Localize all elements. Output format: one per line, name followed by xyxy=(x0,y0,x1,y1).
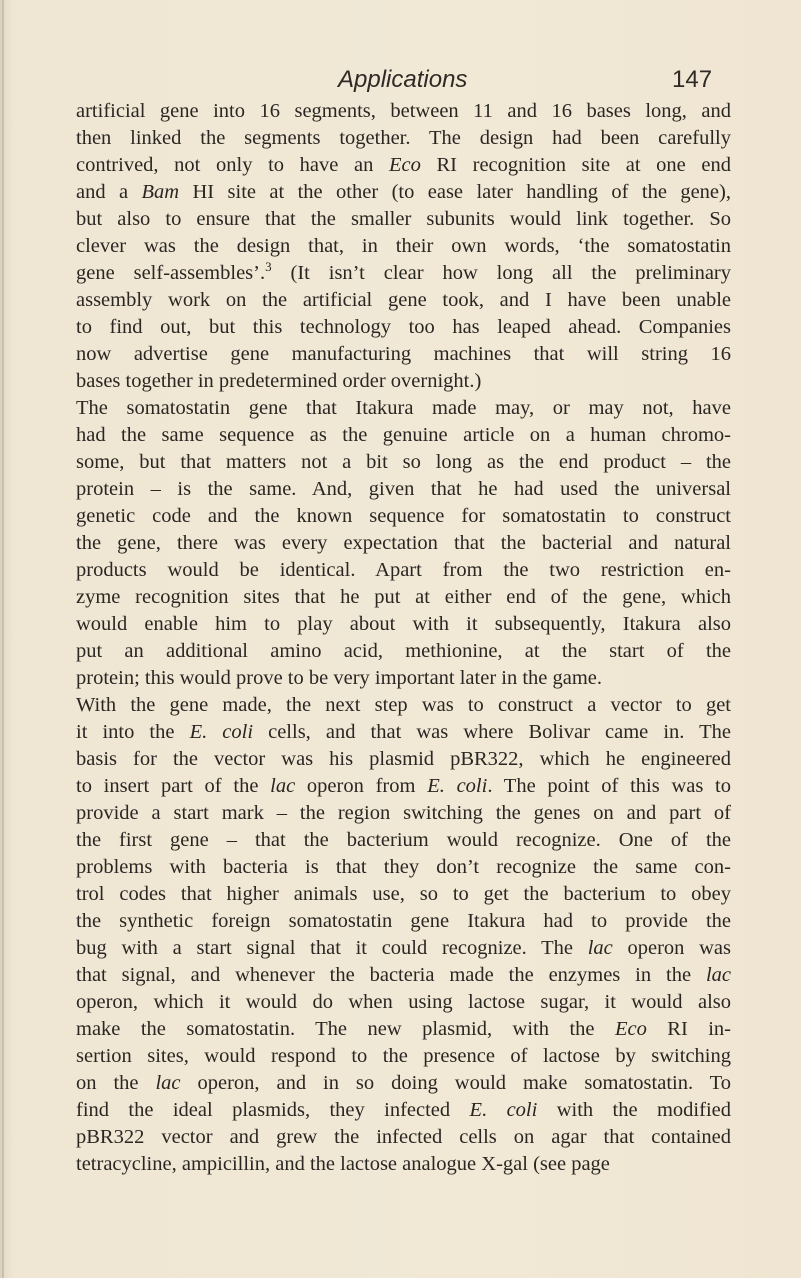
text-line: would enable him to play about with it subsequently, Itakura also xyxy=(76,613,731,635)
text-line: some, but that matters not a bit so long as the end product – the xyxy=(76,451,731,473)
text-line: bug with a start signal that it could recognize. The lac operon was xyxy=(76,937,731,959)
text-line: make the somatostatin. The new plasmid, with the Eco RI in- xyxy=(76,1018,731,1040)
text-line: basis for the vector was his plasmid pBR322, which he engineered xyxy=(76,748,731,770)
text-line: on the lac operon, and in so doing would make somatostatin. To xyxy=(76,1072,732,1094)
text-line: genetic code and the known sequence for somatostatin to construct xyxy=(76,505,731,527)
page-gutter xyxy=(2,0,4,1278)
page-number: 147 xyxy=(672,66,713,93)
text-line: problems with bacteria is that they don’t recognize the same con- xyxy=(76,856,731,878)
text-line: now advertise gene manufacturing machines that will string 16 xyxy=(76,343,731,365)
text-line: The somatostatin gene that Itakura made may, or may not, have xyxy=(76,397,731,419)
body-text xyxy=(76,98,731,1178)
text-line: artificial gene into 16 segments, between 11 and 16 bases long, and xyxy=(76,100,731,122)
text-line: protein; this would prove to be very important later in the game. xyxy=(76,667,603,689)
text-line: operon, which it would do when using lactose sugar, it would also xyxy=(76,991,731,1013)
text-line: sertion sites, would respond to the presence of lactose by switching xyxy=(76,1045,731,1067)
text-line: tetracycline, ampicillin, and the lactose analogue X-gal (see page xyxy=(76,1153,610,1175)
text-line: put an additional amino acid, methionine, at the start of the xyxy=(76,640,731,662)
page-header xyxy=(0,62,801,98)
text-line: contrived, not only to have an Eco RI recognition site at one end xyxy=(76,154,731,176)
text-line: had the same sequence as the genuine article on a human chromo- xyxy=(76,424,731,446)
text-line: the gene, there was every expectation that the bacterial and natural xyxy=(76,532,731,554)
text-line: it into the E. coli cells, and that was where Bolivar came in. The xyxy=(76,721,732,743)
text-line: that signal, and whenever the bacteria made the enzymes in the lac xyxy=(76,964,731,986)
text-line: zyme recognition sites that he put at either end of the gene, which xyxy=(76,586,731,608)
text-line: and a Bam HI site at the other (to ease later handling of the gene), xyxy=(76,181,731,203)
text-line: but also to ensure that the smaller subunits would link together. So xyxy=(76,208,731,230)
text-line: the first gene – that the bacterium would recognize. One of the xyxy=(76,829,731,851)
text-line: protein – is the same. And, given that he had used the universal xyxy=(76,478,731,500)
text-line: the synthetic foreign somatostatin gene Itakura had to provide the xyxy=(76,910,731,932)
text-line: products would be identical. Apart from the two restriction en- xyxy=(76,559,731,581)
text-line: gene self-assembles’.$^3$ (It isn’t clear how long all the preliminary xyxy=(76,259,731,284)
text-line: bases together in predetermined order overnight.) xyxy=(76,370,482,392)
text-line: provide a start mark – the region switching the genes on and part of xyxy=(76,802,731,824)
text-line: clever was the design that, in their own words, ‘the somatostatin xyxy=(76,235,731,257)
running-title: Applications xyxy=(338,66,468,93)
text-line: find the ideal plasmids, they infected E. coli with the modified xyxy=(76,1099,731,1121)
text-line: trol codes that higher animals use, so to get the bacterium to obey xyxy=(76,883,731,905)
text-line: then linked the segments together. The design had been carefully xyxy=(76,127,731,149)
text-line: to find out, but this technology too has leaped ahead. Companies xyxy=(76,316,731,338)
text-line: assembly work on the artificial gene took, and I have been unable xyxy=(76,289,731,311)
text-line: pBR322 vector and grew the infected cells on agar that contained xyxy=(76,1126,731,1148)
text-line: With the gene made, the next step was to construct a vector to get xyxy=(76,694,731,716)
text-line: to insert part of the lac operon from E. coli. The point of this was to xyxy=(76,775,732,797)
